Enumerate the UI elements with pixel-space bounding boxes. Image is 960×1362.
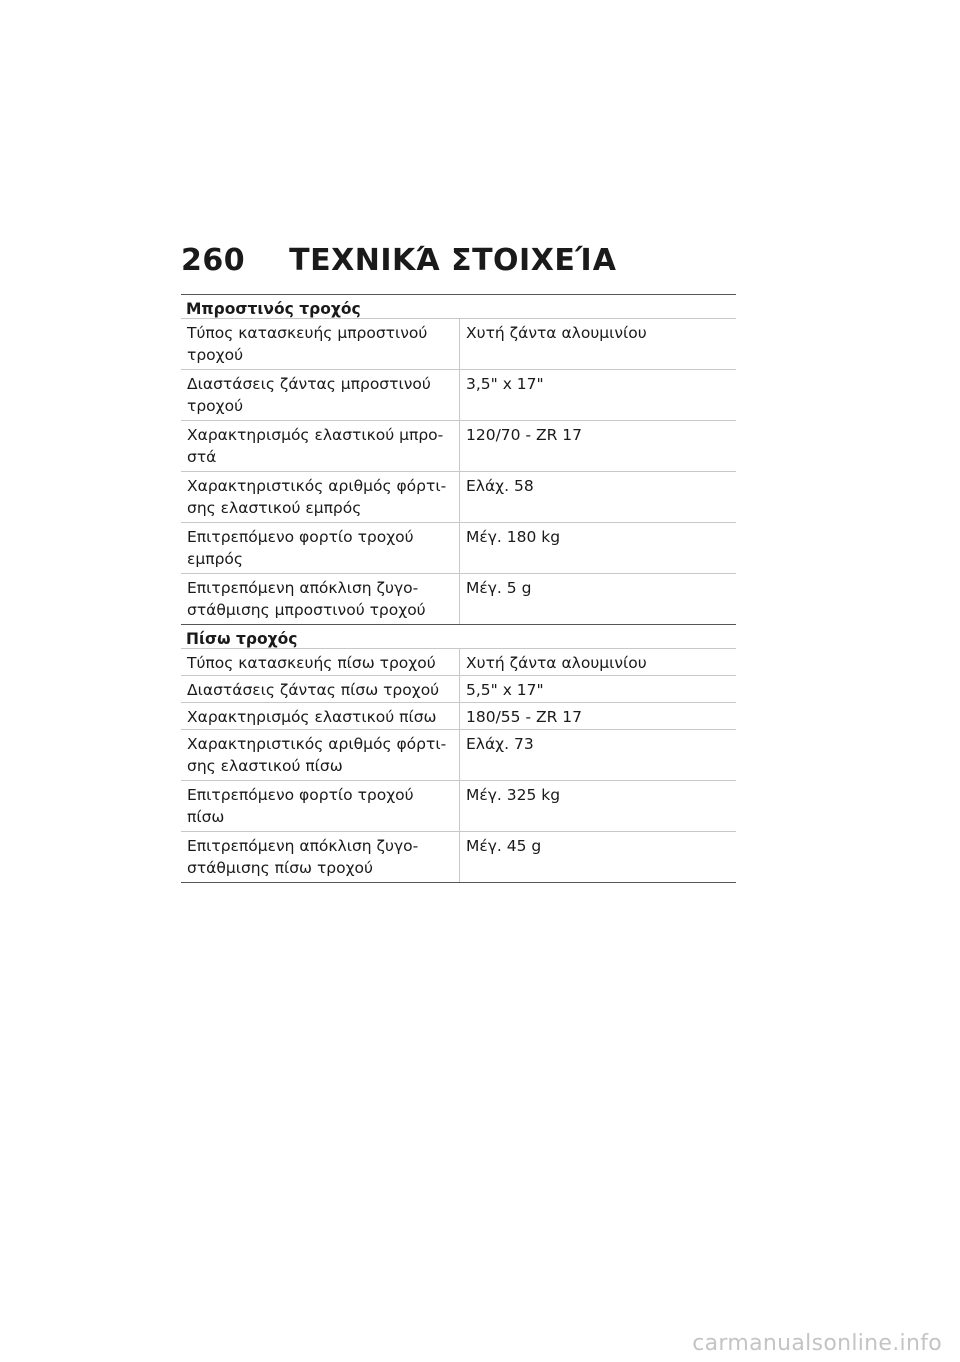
spec-value: 3,5" x 17": [466, 375, 544, 393]
spec-label: Τύπος κατασκευής μπροστινού τροχού: [181, 319, 460, 369]
spec-value: 180/55 - ZR 17: [466, 708, 583, 726]
spec-label: Επιτρεπόμενο φορτίο τροχού πίσω: [181, 781, 460, 831]
spec-label: Χαρακτηριστικός αριθμός φόρτι-σης ελαστικού εμπρός: [181, 472, 460, 522]
table-row: [181, 703, 736, 730]
spec-table: [181, 294, 736, 883]
spec-label: Χαρακτηριστικός αριθμός φόρτι-σης ελαστικού πίσω: [181, 730, 460, 780]
table-row: [181, 781, 736, 832]
watermark: carmanualsonline.info: [692, 1331, 942, 1356]
table-row: [181, 574, 736, 624]
table-row: [181, 832, 736, 882]
spec-value: Ελάχ. 73: [466, 735, 534, 753]
spec-value: Μέγ. 180 kg: [466, 528, 561, 546]
section-title: Μπροστινός τροχός: [181, 295, 736, 319]
spec-label: Διαστάσεις ζάντας πίσω τροχού: [181, 676, 460, 702]
spec-value: Χυτή ζάντα αλουμινίου: [466, 324, 647, 342]
table-row: [181, 319, 736, 370]
spec-value: 120/70 - ZR 17: [466, 426, 583, 444]
spec-value: Χυτή ζάντα αλουμινίου: [466, 654, 647, 672]
section-title: Πίσω τροχός: [181, 625, 736, 649]
table-row: [181, 472, 736, 523]
spec-label: Χαρακτηρισμός ελαστικού μπρο-στά: [181, 421, 460, 471]
spec-label: Χαρακτηρισμός ελαστικού πίσω: [181, 703, 460, 729]
page-header: [181, 243, 616, 278]
spec-label: Διαστάσεις ζάντας μπροστινού τροχού: [181, 370, 460, 420]
spec-value: Ελάχ. 58: [466, 477, 534, 495]
spec-label: Επιτρεπόμενο φορτίο τροχού εμπρός: [181, 523, 460, 573]
spec-value: 5,5" x 17": [466, 681, 544, 699]
table-row: [181, 421, 736, 472]
table-row: [181, 649, 736, 676]
chapter-title: ΤΕΧΝΙΚΆ ΣΤΟΙΧΕΊΑ: [289, 243, 617, 278]
spec-label: Επιτρεπόμενη απόκλιση ζυγο-στάθμισης πίσω τροχού: [181, 832, 460, 882]
spec-value: Μέγ. 325 kg: [466, 786, 561, 804]
spec-value: Μέγ. 5 g: [466, 579, 532, 597]
spec-label: Τύπος κατασκευής πίσω τροχού: [181, 649, 460, 675]
spec-label: Επιτρεπόμενη απόκλιση ζυγο-στάθμισης μπροστινού τροχού: [181, 574, 460, 624]
table-row: [181, 370, 736, 421]
spec-value: Μέγ. 45 g: [466, 837, 542, 855]
section-rear-wheel: [181, 625, 736, 883]
page-number: 260: [181, 243, 246, 278]
section-front-wheel: [181, 295, 736, 625]
table-row: [181, 676, 736, 703]
table-row: [181, 523, 736, 574]
table-row: [181, 730, 736, 781]
